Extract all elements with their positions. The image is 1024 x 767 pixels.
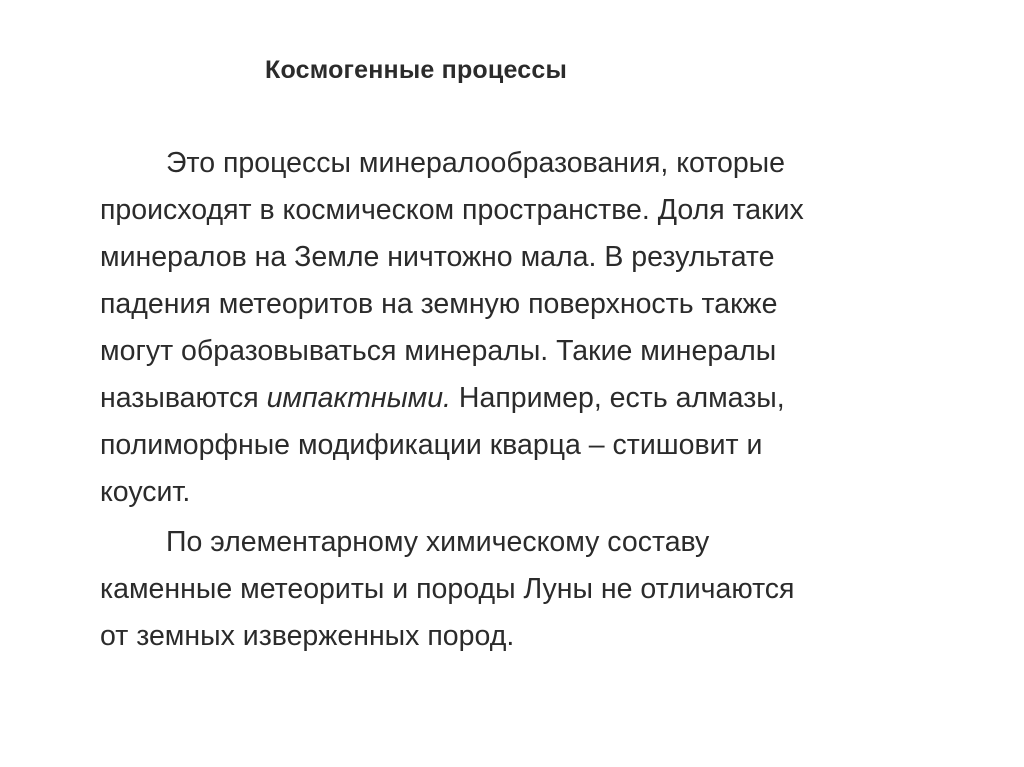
paragraph-1-line-1: Это процессы минералообразования, которые (166, 147, 786, 179)
paragraph-1 (100, 140, 930, 516)
paragraph-2-line-1: По элементарному химическому составу (166, 526, 710, 558)
slide-title: Космогенные процессы (265, 56, 567, 84)
paragraph-1-line-5: могут образовываться минералы. Такие минералы (100, 335, 777, 367)
paragraph-1-line-3: минералов на Земле ничтожно мала. В результате (100, 241, 775, 273)
paragraph-2-line-2: каменные метеориты и породы Луны не отличаются (100, 573, 795, 605)
paragraph-2 (100, 519, 930, 660)
line-6-text-before: называются (100, 382, 267, 414)
paragraph-1-line-7: полиморфные модификации кварца – стишовит и (100, 429, 763, 461)
paragraph-1-line-4: падения метеоритов на земную поверхность также (100, 288, 778, 320)
paragraph-1-line-8: коусит. (100, 476, 191, 508)
paragraph-1-line-6 (100, 375, 930, 422)
paragraph-1-line-2: происходят в космическом пространстве. Доля таких (100, 194, 804, 226)
italic-term: импактными. (266, 382, 451, 414)
paragraph-2-line-3: от земных изверженных пород. (100, 620, 515, 652)
slide-body (100, 140, 930, 663)
line-6-text-after: Например, есть алмазы, (450, 382, 785, 414)
